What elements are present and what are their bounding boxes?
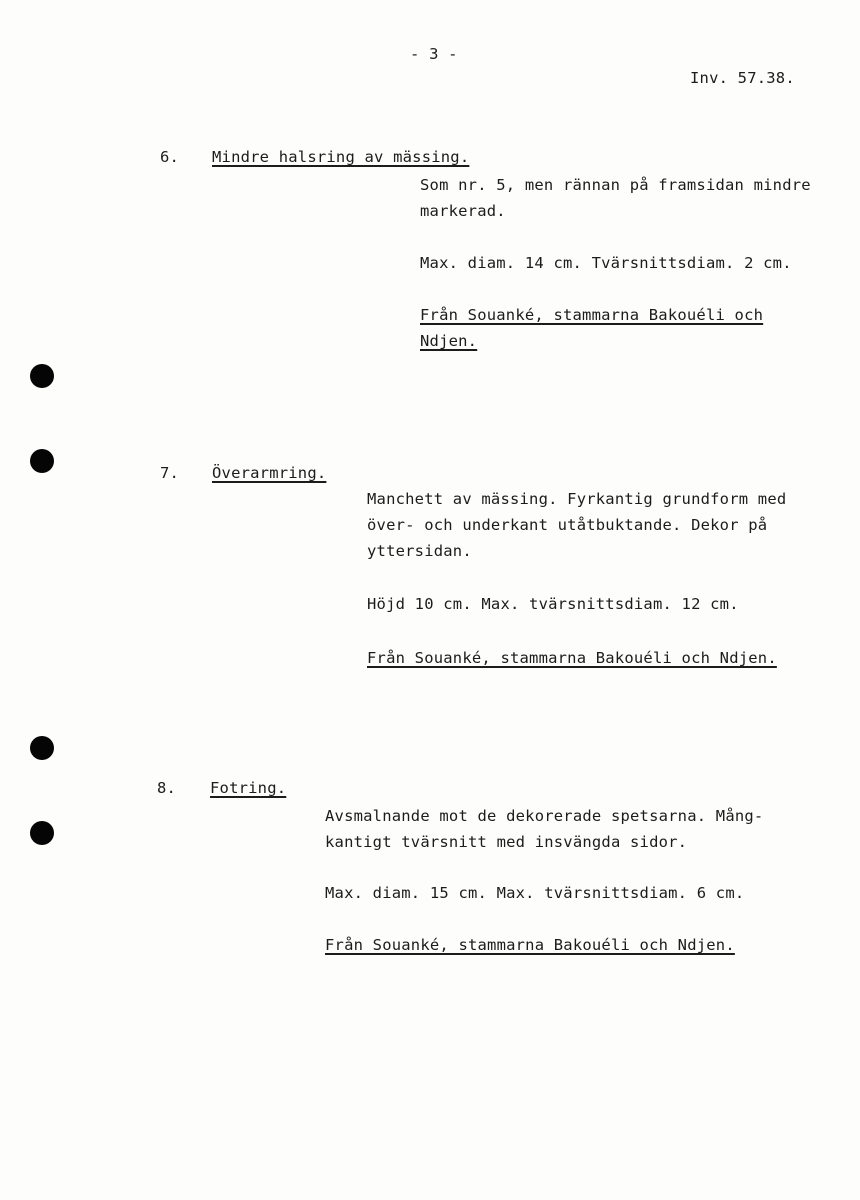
item-description-line: Som nr. 5, men rännan på framsidan mindre — [420, 176, 811, 194]
item-provenance-line: Från Souanké, stammarna Bakouéli och Ndjen. — [367, 649, 777, 667]
item-description-line: Avsmalnande mot de dekorerade spetsarna. Mång- — [325, 807, 764, 825]
item-title: Mindre halsring av mässing. — [212, 148, 470, 166]
item-description-line: yttersidan. — [367, 542, 472, 560]
item-measurements: Höjd 10 cm. Max. tvärsnittsdiam. 12 cm. — [367, 595, 739, 613]
item-number: 6. — [160, 148, 180, 166]
item-description-line: markerad. — [420, 202, 506, 220]
item-description-line: kantigt tvärsnitt med insvängda sidor. — [325, 833, 688, 851]
item-provenance-line: Ndjen. — [420, 332, 478, 350]
item-title: Fotring. — [210, 779, 287, 797]
item-provenance-line: Från Souanké, stammarna Bakouéli och Ndjen. — [325, 936, 735, 954]
punch-hole-1 — [30, 364, 54, 388]
punch-hole-4 — [30, 821, 54, 845]
inventory-number: Inv. 57.38. — [690, 69, 795, 87]
item-title: Överarmring. — [212, 464, 327, 482]
item-measurements: Max. diam. 14 cm. Tvärsnittsdiam. 2 cm. — [420, 254, 792, 272]
item-provenance-line: Från Souanké, stammarna Bakouéli och — [420, 306, 764, 324]
item-measurements: Max. diam. 15 cm. Max. tvärsnittsdiam. 6 cm. — [325, 884, 745, 902]
item-description-line: Manchett av mässing. Fyrkantig grundform med — [367, 490, 787, 508]
item-number: 8. — [157, 779, 177, 797]
item-description-line: över- och underkant utåtbuktande. Dekor på — [367, 516, 768, 534]
item-number: 7. — [160, 464, 180, 482]
page-number: - 3 - — [410, 45, 458, 63]
punch-hole-3 — [30, 736, 54, 760]
punch-hole-2 — [30, 449, 54, 473]
